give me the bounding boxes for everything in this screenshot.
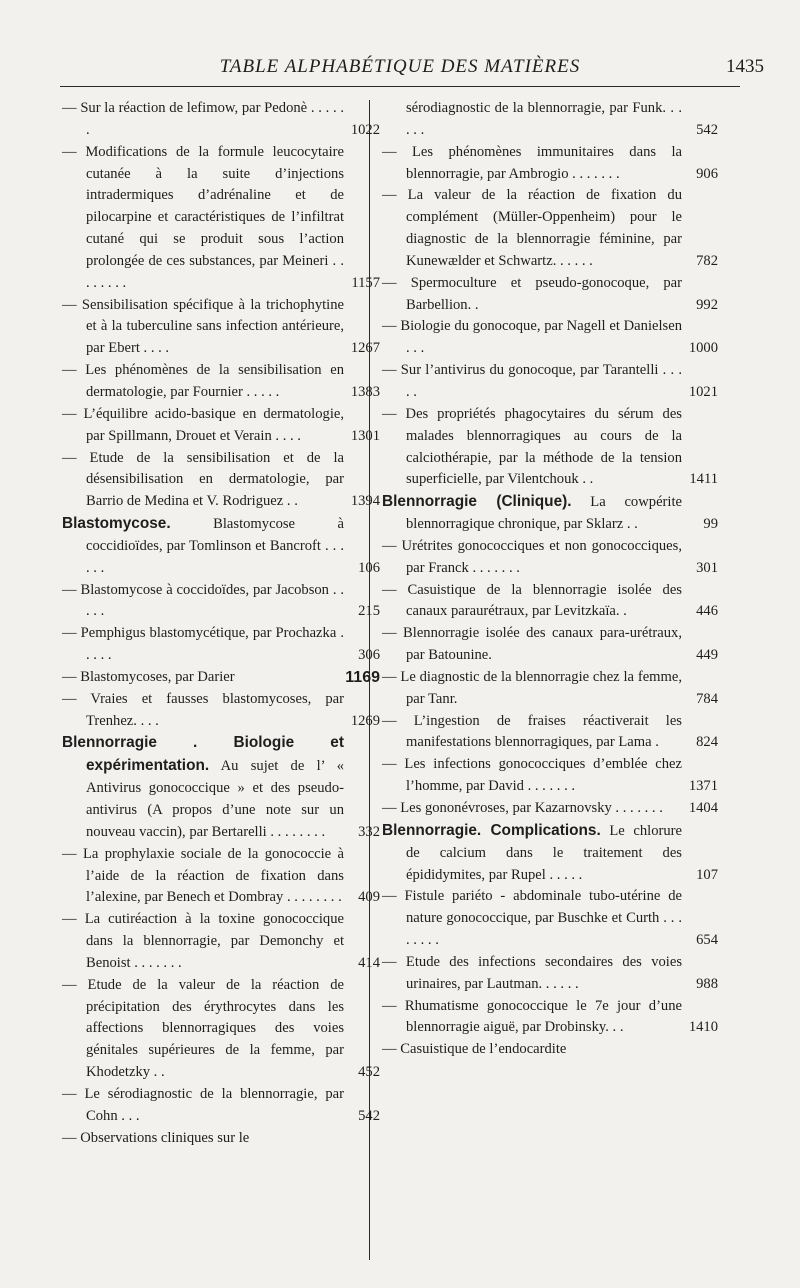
index-entry-text: Au sujet de l’ « Antivirus gonococcique » et des pseudo-antivirus (A propos d’une note sur un nouveau vaccin), par Bertarelli . . . . . . . . — [86, 758, 344, 840]
index-entry-text: — Le sérodiagnostic de la blennorragie, par Cohn . . . — [62, 1085, 344, 1124]
index-entry-text: — Blennorragie isolée des canaux para-urétraux, par Batounine. — [382, 625, 682, 664]
index-entry — [62, 360, 380, 404]
index-entry — [382, 142, 718, 186]
index-heading: Blennorragie . Biologie et expérimentation. — [62, 734, 344, 775]
index-entry-text: — Les phénomènes immunitaires dans la blennorragie, par Ambrogio . . . . . . . — [382, 143, 682, 182]
index-entry — [382, 754, 718, 798]
index-entry — [62, 844, 380, 910]
page-reference: 1267 — [350, 340, 380, 357]
index-entry — [382, 491, 718, 536]
index-entry-text: — Spermoculture et pseudo-gonocoque, par Barbellion. . — [382, 274, 682, 313]
index-entry-text: — Le diagnostic de la blennorragie chez la femme, par Tanr. — [382, 668, 682, 707]
index-entry — [62, 975, 380, 1084]
index-entry-text: — Les gononévroses, par Kazarnovsky . . . . . . . — [382, 800, 663, 816]
page-reference: 301 — [696, 559, 718, 576]
index-entry-text: — Sur l’antivirus du gonocoque, par Tarantelli . . . . . — [382, 362, 682, 400]
index-entry-text: — Etude de la valeur de la réaction de précipitation des érythrocytes dans les affections blennorragiques des voies génitales supérieures de la femme, par Khodetzky . . — [62, 976, 344, 1081]
index-entry — [62, 142, 380, 295]
index-entry-text: — La prophylaxie sociale de la gonococcie à l’aide de la réaction de fixation dans l’alexine, par Benech et Dombray . . . . . . . . — [62, 845, 344, 906]
running-header-title: TABLE ALPHABÉTIQUE DES MATIÈRES — [219, 56, 581, 77]
page-number: 1435 — [726, 56, 764, 77]
page-reference: 782 — [696, 252, 718, 269]
page-reference: 654 — [696, 932, 718, 949]
index-entry — [382, 711, 718, 755]
header-rule — [60, 86, 740, 87]
index-entry-text: — Etude de la sensibilisation et de la désensibilisation en dermatologie, par Barrio de Medina et V. Rodriguez . . — [62, 449, 344, 510]
page-reference: 542 — [696, 121, 718, 138]
index-heading: Blennorragie (Clinique). — [382, 493, 572, 511]
index-entry — [62, 513, 380, 580]
page-reference: 106 — [358, 559, 380, 576]
index-entry — [62, 623, 380, 667]
page-reference: 1411 — [689, 471, 718, 488]
index-entry-text: — Vraies et fausses blastomycoses, par Trenhez. . . . — [62, 690, 344, 729]
page-reference: 99 — [703, 516, 718, 533]
page-reference: 1021 — [688, 383, 718, 400]
index-entry — [62, 689, 380, 733]
page-reference: 906 — [696, 165, 718, 182]
index-entry-text: La cowpérite blennorragique chronique, par Sklarz . . — [406, 494, 682, 533]
index-entry — [382, 886, 718, 952]
index-heading: Blastomycose. — [62, 515, 171, 533]
index-entry-text: — Fistule pariéto - abdominale tubo-utérine de nature gonococcique, par Buschke et Curth . . . . . . . . — [382, 888, 682, 949]
index-entry — [62, 404, 380, 448]
index-entry — [62, 295, 380, 361]
page-reference: 107 — [696, 866, 718, 883]
index-entry-text: — Biologie du gonocoque, par Nagell et Danielsen . . . — [382, 318, 682, 357]
index-entry — [382, 667, 718, 711]
index-entry-text: — Pemphigus blastomycétique, par Prochazka . . . . . — [62, 625, 344, 664]
page-reference: 1404 — [688, 800, 718, 816]
index-entry — [62, 909, 380, 975]
index-entry-text: — Des propriétés phagocytaires du sérum des malades blennorragiques au cours de la calciothérapie, par la méthode de la tension superficielle, par Vilentchouk . . — [382, 405, 682, 488]
page-reference: 1000 — [688, 340, 718, 357]
index-entry — [382, 404, 718, 491]
page-reference: 1157 — [351, 274, 380, 291]
index-entry-text: — La valeur de la réaction de fixation du complément (Müller-Oppenheim) pour le diagnostic de la blennorragie féminine, par Kunewælder et Schwartz. . . . . . — [382, 187, 682, 269]
index-entry-text: — Les infections gonococciques d’emblée chez l’homme, par David . . . . . . . — [382, 756, 682, 795]
index-entry — [382, 360, 718, 404]
index-entry — [62, 1128, 344, 1150]
page-reference: 992 — [696, 296, 718, 313]
index-entry — [382, 536, 718, 580]
index-entry — [382, 185, 718, 272]
index-entry — [382, 98, 718, 142]
index-entry — [62, 98, 380, 142]
page-reference: 215 — [358, 603, 380, 620]
page-reference: 449 — [696, 647, 718, 664]
page-reference: 1301 — [350, 427, 380, 444]
index-entry — [62, 667, 380, 689]
index-entry-text: — Modifications de la formule leucocytaire cutanée à la suite d’injections intradermiques d’adrénaline et de pilocarpine et caractéristiques de l’infiltrat cutané qui se produit sous l’action prolongée de ces substances, par Meineri . . . . . . . . — [62, 143, 344, 291]
page-reference: 988 — [696, 975, 718, 992]
index-entry-text: — Sur la réaction de lefimow, par Pedonè . . . . . . — [62, 100, 344, 138]
index-entry-text: — Etude des infections secondaires des voies urinaires, par Lautman. . . . . . — [382, 953, 682, 992]
index-entry-text: — L’équilibre acido-basique en dermatologie, par Spillmann, Drouet et Verain . . . . — [62, 405, 344, 444]
page-reference: 414 — [358, 954, 380, 971]
index-entry-text: — Casuistique de l’endocardite — [382, 1041, 567, 1058]
index-entry-text: — Urétrites gonococciques et non gonococciques, par Franck . . . . . . . — [382, 537, 682, 576]
index-entry — [62, 580, 380, 624]
index-entry — [382, 996, 718, 1040]
page-reference: 542 — [358, 1107, 380, 1124]
page-reference: 1383 — [350, 383, 380, 400]
index-entry-text: — Observations cliniques sur le — [62, 1129, 250, 1146]
page-reference: 1394 — [350, 493, 380, 510]
page-reference: 409 — [358, 889, 380, 906]
page-reference: 306 — [358, 647, 380, 664]
index-entry-text: — Sensibilisation spécifique à la trichophytine et à la tuberculine sans infection antérieure, par Ebert . . . . — [62, 296, 344, 357]
index-entry — [62, 1084, 380, 1128]
index-entry — [382, 820, 718, 887]
right-column — [382, 98, 718, 1061]
index-entry — [382, 798, 718, 820]
index-entry — [382, 273, 718, 317]
page-reference: 1022 — [350, 121, 380, 138]
index-entry — [382, 952, 718, 996]
page-reference: 446 — [696, 603, 718, 620]
index-entry-text: — Rhumatisme gonococcique le 7e jour d’une blennorragie aiguë, par Drobinsky. . . — [382, 997, 682, 1036]
index-entry — [382, 580, 718, 624]
page-reference: 824 — [696, 734, 718, 751]
index-entry — [382, 623, 718, 667]
index-entry — [62, 732, 380, 843]
index-entry-text: — Blastomycose à coccidoïdes, par Jacobson . . . . . — [62, 581, 344, 620]
page-reference: 1371 — [688, 778, 718, 795]
page-reference: 784 — [696, 690, 718, 707]
index-entry-text: — Casuistique de la blennorragie isolée des canaux paraurétraux, par Levitzkaïa. . — [382, 581, 682, 620]
page-reference: 1269 — [350, 712, 380, 729]
page-reference: 332 — [358, 823, 380, 840]
index-entry-text: — Les phénomènes de la sensibilisation en dermatologie, par Fournier . . . . . — [62, 362, 344, 400]
index-entry-text: Blastomycose à coccidioïdes, par Tomlinson et Bancroft . . . . . . — [86, 516, 344, 576]
index-entry-text: — Blastomycoses, par Darier — [62, 668, 235, 685]
index-entry — [382, 316, 718, 360]
index-heading: Blennorragie. Complications. — [382, 821, 601, 839]
index-entry-text: — La cutiréaction à la toxine gonococcique dans la blennorragie, par Demonchy et Benoist . . . . . . . — [62, 911, 344, 971]
index-entry-text: Le chlorure de calcium dans le traitement des épididymites, par Rupel . . . . . — [406, 822, 683, 883]
index-entry — [382, 1039, 682, 1061]
index-entry-text: sérodiagnostic de la blennorragie, par Funk. . . . . . — [406, 100, 682, 138]
page-reference: 1169 — [345, 668, 380, 686]
page-reference: 1410 — [688, 1019, 718, 1036]
index-entry-text: — L’ingestion de fraises réactiverait les manifestations blennorragiques, par Lama . — [382, 712, 682, 751]
left-column — [62, 98, 380, 1150]
index-entry — [62, 448, 380, 514]
page-reference: 452 — [358, 1064, 380, 1081]
